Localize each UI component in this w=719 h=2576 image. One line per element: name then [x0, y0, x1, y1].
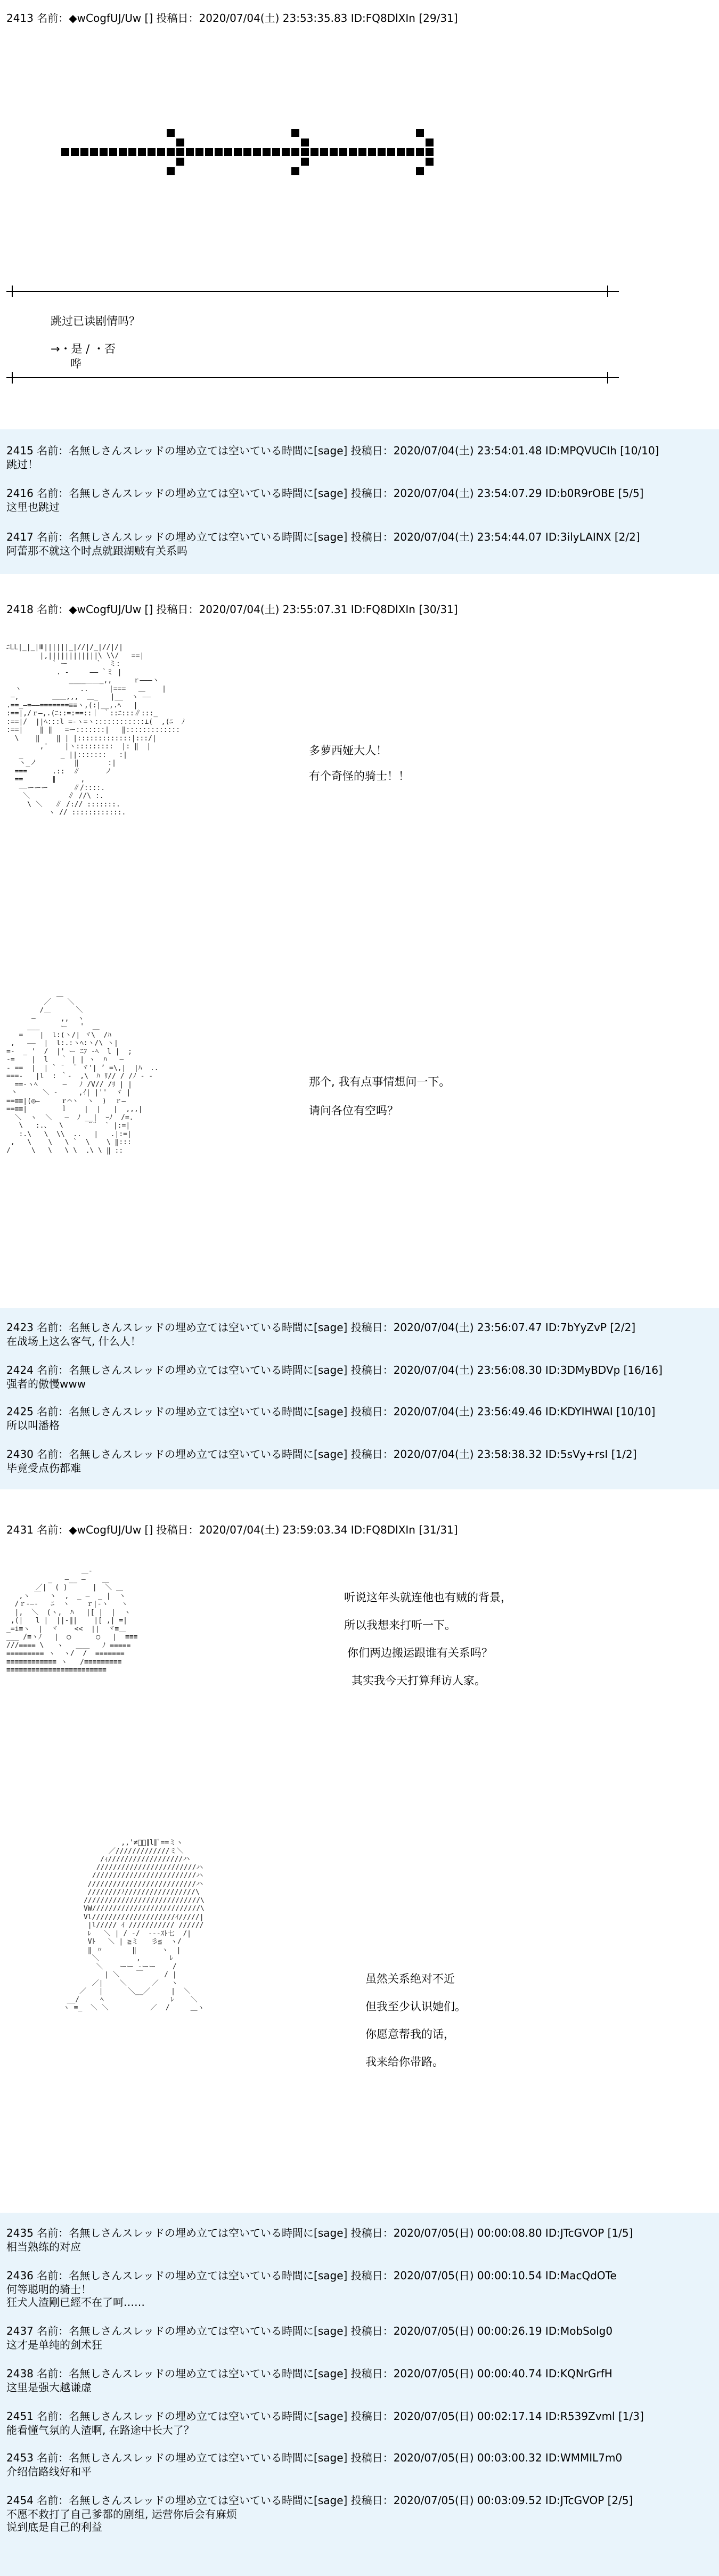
post-body: 在战场上这么客气, 什么人！: [6, 1335, 141, 1348]
arrow-pixel: [157, 148, 165, 156]
arrow-pixel: [80, 148, 88, 156]
arrow-pixel: [358, 148, 366, 156]
dialog-tail: 哗: [70, 357, 81, 370]
rule-tick: [12, 372, 13, 384]
arrow-pixel: [416, 148, 424, 156]
arrow-pixel: [167, 167, 175, 175]
dialogue-line: 听说这年头就连他也有贼的背景，: [344, 1591, 512, 1604]
dialogue-line: 请问各位有空吗？: [309, 1104, 398, 1117]
arrow-pixel: [176, 158, 184, 166]
post-header: 2424 名前：名無しさんスレッドの埋め立ては空いている時間に[sage] 投稿日：2020/07/04(土) 23:56:08.30 ID:3DMyBDVp [16/16]: [6, 1364, 663, 1376]
arrow-pixel: [61, 148, 69, 156]
post-body: 阿蕾那不就这个时点就跟湖贼有关系吗: [6, 544, 187, 557]
post-body: 这才是单纯的剑术狂: [6, 2338, 102, 2351]
dialogue-line: 我来给你带路。: [365, 2056, 444, 2068]
dialogue-line: 你们两边搬运跟谁有关系吗？: [347, 1646, 493, 1659]
arrow-pixel: [176, 148, 184, 156]
post-header: 2423 名前：名無しさんスレッドの埋め立ては空いている時間に[sage] 投稿日：2020/07/04(土) 23:56:07.47 ID:7bYyZvP [2/2]: [6, 1321, 636, 1334]
reply-band-3: [0, 2213, 719, 2576]
rule-tick: [607, 372, 608, 384]
dialogue-line: 多萝西娅大人！: [309, 744, 387, 757]
dialog-options[interactable]: →・是 / ・否: [51, 343, 116, 355]
arrow-pixel: [387, 148, 395, 156]
arrow-pixel: [215, 148, 223, 156]
arrow-pixel: [397, 148, 405, 156]
arrow-pixel: [291, 129, 299, 137]
post-header: 2436 名前：名無しさんスレッドの埋め立ては空いている時間に[sage] 投稿日：2020/07/05(日) 00:00:10.54 ID:MacQdOTe: [6, 2269, 617, 2282]
arrow-pixel: [186, 148, 194, 156]
arrow-pixel: [71, 148, 79, 156]
dialogue-line: 其实我今天打算拜访人家。: [352, 1674, 486, 1687]
arrow-pixel: [426, 148, 434, 156]
post-body: 这里也跳过: [6, 501, 60, 513]
post-body: 毕竟受点伤都难: [6, 1462, 81, 1474]
post-header: 2430 名前：名無しさんスレッドの埋め立ては空いている時間に[sage] 投稿日：2020/07/04(土) 23:58:38.32 ID:5sVy+rsI [1/2]: [6, 1448, 637, 1461]
dialogue-line: 那个, 我有点事情想问一下。: [309, 1075, 451, 1088]
arrow-pixel: [109, 148, 117, 156]
post-body: 强者的傲慢www: [6, 1377, 86, 1390]
post-body: 何等聪明的骑士！: [6, 2283, 92, 2296]
post-header: 2425 名前：名無しさんスレッドの埋め立ては空いている時間に[sage] 投稿日：2020/07/04(土) 23:56:49.46 ID:KDYIHWAI [10/10]: [6, 1405, 656, 1418]
arrow-pixel: [320, 148, 328, 156]
post-body: 这里是强大越谦虚: [6, 2381, 92, 2394]
post-header: 2415 名前：名無しさんスレッドの埋め立ては空いている時間に[sage] 投稿日：2020/07/04(土) 23:54:01.48 ID:MPQVUCIh [10/10]: [6, 444, 659, 457]
post-header: 2416 名前：名無しさんスレッドの埋め立ては空いている時間に[sage] 投稿日：2020/07/04(土) 23:54:07.29 ID:b0R9rOBE [5/5]: [6, 487, 644, 500]
arrow-pixel: [339, 148, 347, 156]
arrow-pixel: [205, 148, 213, 156]
arrow-pixel: [330, 148, 338, 156]
post-body: 不愿不救打了自己爹都的剧组, 运营你后会有麻烦: [6, 2508, 237, 2521]
post-body: 狂犬人渣剛已經不在了呵……: [6, 2296, 145, 2309]
post-header: 2453 名前：名無しさんスレッドの埋め立ては空いている時間に[sage] 投稿日：2020/07/05(日) 00:03:00.32 ID:WMMIL7m0: [6, 2451, 623, 2464]
reply-band-2: [0, 1308, 719, 1489]
post-body: 说到底是自己的利益: [6, 2521, 102, 2533]
dialogue-line: 有个奇怪的骑士！！: [309, 770, 410, 782]
post-header: 2417 名前：名無しさんスレッドの埋め立ては空いている時間に[sage] 投稿日：2020/07/04(土) 23:54:44.07 ID:3ilyLAINX [2/2]: [6, 531, 640, 543]
reply-band-1: [0, 429, 719, 574]
dialogue-line: 虽然关系绝对不近: [365, 1972, 455, 1985]
post-body: 跳过！: [6, 458, 38, 471]
arrow-pixel: [167, 129, 175, 137]
post-header: 2451 名前：名無しさんスレッドの埋め立ては空いている時間に[sage] 投稿日：2020/07/05(日) 00:02:17.14 ID:R539Zvml [1/3]: [6, 2410, 644, 2423]
dialog-question: 跳过已读剧情吗？: [51, 315, 140, 328]
arrow-pixel: [138, 148, 146, 156]
rule-tick: [607, 286, 608, 297]
post-header: 2438 名前：名無しさんスレッドの埋め立ては空いている時間に[sage] 投稿日：2020/07/05(日) 00:00:40.74 ID:KQNrGrfH: [6, 2367, 612, 2380]
post-2413: [0, 0, 719, 96]
arrow-pixel: [416, 167, 424, 175]
post-body: 介绍信路线好和平: [6, 2465, 92, 2478]
post-header: 2437 名前：名無しさんスレッドの埋め立ては空いている時間に[sage] 投稿日：2020/07/05(日) 00:00:26.19 ID:MobSolg0: [6, 2325, 613, 2337]
post-header: 2454 名前：名無しさんスレッドの埋め立ては空いている時間に[sage] 投稿日：2020/07/05(日) 00:03:09.52 ID:JTcGVOP [2/5]: [6, 2494, 633, 2507]
arrow-pixel: [263, 148, 271, 156]
post-body: 所以叫潘格: [6, 1419, 60, 1432]
knight-ascii-art: ＿- _ ―__ ― ＿ ／| ( ) | ＼ ＿ ,ヽ ￣ ヽ , _ ― _ | ヽ /ｒ‐―- ﾆ ヽ ｒ|-ヽ ヽ |, ＼ (ヽ, ﾊ |[ | | ヽ ,(| l | ||-‖| |[ ,| =| _=i≡ヽ | ヾ << || ヾ≡＿ ___ /≡ヽﾉ | ◯ ◯ | ≡≡≡ ///≡≡≡≡ \ ヽ ＿＿ ﾉ ≡≡≡≡≡ ≡≡≡≡≡≡≡≡≡ ヽ ヽ/ / ≡≡≡≡≡≡≡ ≡≡≡≡≡≡≡≡≡≡≡≡ ヽ /≡≡≡≡≡≡≡≡≡ ≡≡≡≡≡≡≡≡≡≡≡≡≡≡≡≡≡≡≡≡≡≡≡≡: [6, 1567, 138, 1674]
arrow-pixel: [301, 158, 309, 166]
arrow-pixel: [90, 148, 98, 156]
arrow-pixel: [195, 148, 203, 156]
post-header: 2413 名前：◆wCogfUJ/Uw [] 投稿日：2020/07/04(土) 23:53:35.83 ID:FQ8DlXIn [29/31]: [6, 12, 458, 25]
arrow-pixel: [416, 129, 424, 137]
arrow-pixel: [167, 148, 175, 156]
arrow-pixel: [291, 148, 299, 156]
arrow-pixel: [378, 148, 386, 156]
post-header: 2435 名前：名無しさんスレッドの埋め立ては空いている時間に[sage] 投稿日：2020/07/05(日) 00:00:08.80 ID:JTcGVOP [1/5]: [6, 2227, 633, 2239]
post-header: 2431 名前：◆wCogfUJ/Uw [] 投稿日：2020/07/04(土) 23:59:03.34 ID:FQ8DlXIn [31/31]: [6, 1523, 458, 1536]
post-body: 能看懂气氛的人渣啊, 在路途中长大了？: [6, 2424, 194, 2436]
dialogue-line: 所以我想来打听一下。: [344, 1619, 456, 1632]
arrow-pixel: [253, 148, 261, 156]
arrow-pixel: [282, 148, 290, 156]
arrow-pixel: [368, 148, 376, 156]
rule-tick: [12, 286, 13, 297]
dialog-top-rule: [6, 291, 619, 292]
arrow-pixel: [426, 138, 434, 146]
knight-ascii-art: ＿ ／ ＼ /＿ ＼ ― ,, ヽ ___ ー ' ＿ = | l:(ヽ/| ヾ\ /ﾊ , ―― | l:.:ヽﾍ:ヽ/\ ヽ| =- _ ' / |' ー ﾆﾌ -ﾍ l | ; -= | l ｀ | | ヽ ﾊ ― - == | | ` ̄ ¨ ヾ'| ʼ =\,| |ﾊ .. ===- |l : ｀‐ ,\ ﾊ ﾘ// / /ﾉ ‐ ‐ ==-ヽﾍ ― ﾉ /V// /ﾘ | | 丶 ＼ ‐ ,ｲ| |'' ヾ | ==≡≡|(◎― ｒ⌒ヽ ヽ ) ｒ― ==≡≡| ｌ | | | ,,,| ＼ ヽ ＼ ― ﾉ __| ｰﾉ /=. \ :.、 \ ¨¨ ` |:=| :.\ \ \\ .. | .|:=| , \ \ \ ` \ \ ‖::: / \ \ \ \ .\ \ ‖ ::: [6, 990, 159, 1155]
arrow-pixel: [234, 148, 242, 156]
arrow-pixel: [243, 148, 251, 156]
arrow-pixel: [272, 148, 280, 156]
arrow-pixel: [301, 138, 309, 146]
arrow-pixel: [176, 138, 184, 146]
arrow-pixel: [406, 148, 414, 156]
knight-ascii-art: ,,'≠ﾞﾞ∥l∥ﾞ==ミヽ ／/////////////ミ＼ /ｨ//////////////////ハ ////////////////////////ハ /////////////////////////ハ //////////////////////////ハ ////////ﾉ/////////////////\ ////////////////////////////\ VW//////////////////////////\ Vl////////////////////ｲ/////| |l///// ｲ /////////// ////// ﾚ ＼ | / -/ ---ｽﾄ七 /| Vﾄ ＼ | ≧ミ 彡≦ ヽ/ ‖ 〃 ‖ ヽ | ＼ , ﾚ ＼ ーー ‐ーー / | ＼ ￣ / | ／| ＼ ／ ヽ ／ | ＼__／ | ＼ __/ ﾍ ﾚ ＼ ヽ ≡_ ＼ ＼ ／ / ＿ヽ: [62, 1839, 205, 2012]
dialog-bottom-rule: [6, 377, 619, 378]
arrow-pixel: [311, 148, 318, 156]
arrow-pixel: [119, 148, 127, 156]
arrow-pixel: [128, 148, 136, 156]
arrow-pixel-art: [61, 129, 435, 177]
knight-ascii-art: ﾆLL|_|_|Ⅲ||||||_|//|/_|//|/| |,||||||||||||\ \\/ ==| ` ー ` ミ: . - ―― `ミ | ____＿＿_,, ｒ―――ヽ ヽ .. |=== ＿ | ―, ＿＿,,, ＿_ |__ ヽ ―― .==_―=――=======≡≡ヽ,(:|__,.ﾍ | :==|,/ｒ―,.(ﾆ::=:==::｜ ｀::ﾆ:::∥:::_ :==|/ ||ﾍ:::l =-ヽ=ヽ::::::::::::⊥( ,(ﾆ ﾉ :==| ‖ ‖ =ー:::::::| ‖::::::::::::: \ ‖ ‖ | |:::::::::::::|:::/| ,' |ヽ::::::::: |: ‖ | _ _ ||::::::: :| ヽ_ノ ‖ :| === .:: ∥ ノ == ∥ , ――ーーー ∥/::::. ＼ ∥ //\ :. \ ＼ ∥ /:// :::::::. ヽ // ::::::::::::.: [6, 643, 185, 817]
post-body: 相当熟练的对应: [6, 2240, 81, 2253]
post-header: 2418 名前：◆wCogfUJ/Uw [] 投稿日：2020/07/04(土) 23:55:07.31 ID:FQ8DlXIn [30/31]: [6, 603, 458, 616]
arrow-pixel: [291, 167, 299, 175]
arrow-pixel: [100, 148, 108, 156]
arrow-pixel: [224, 148, 232, 156]
arrow-pixel: [349, 148, 357, 156]
arrow-pixel: [301, 148, 309, 156]
dialogue-line: 但我至少认识她们。: [365, 2000, 466, 2013]
arrow-pixel: [426, 158, 434, 166]
dialogue-line: 你愿意帮我的话，: [365, 2028, 455, 2041]
arrow-pixel: [148, 148, 156, 156]
